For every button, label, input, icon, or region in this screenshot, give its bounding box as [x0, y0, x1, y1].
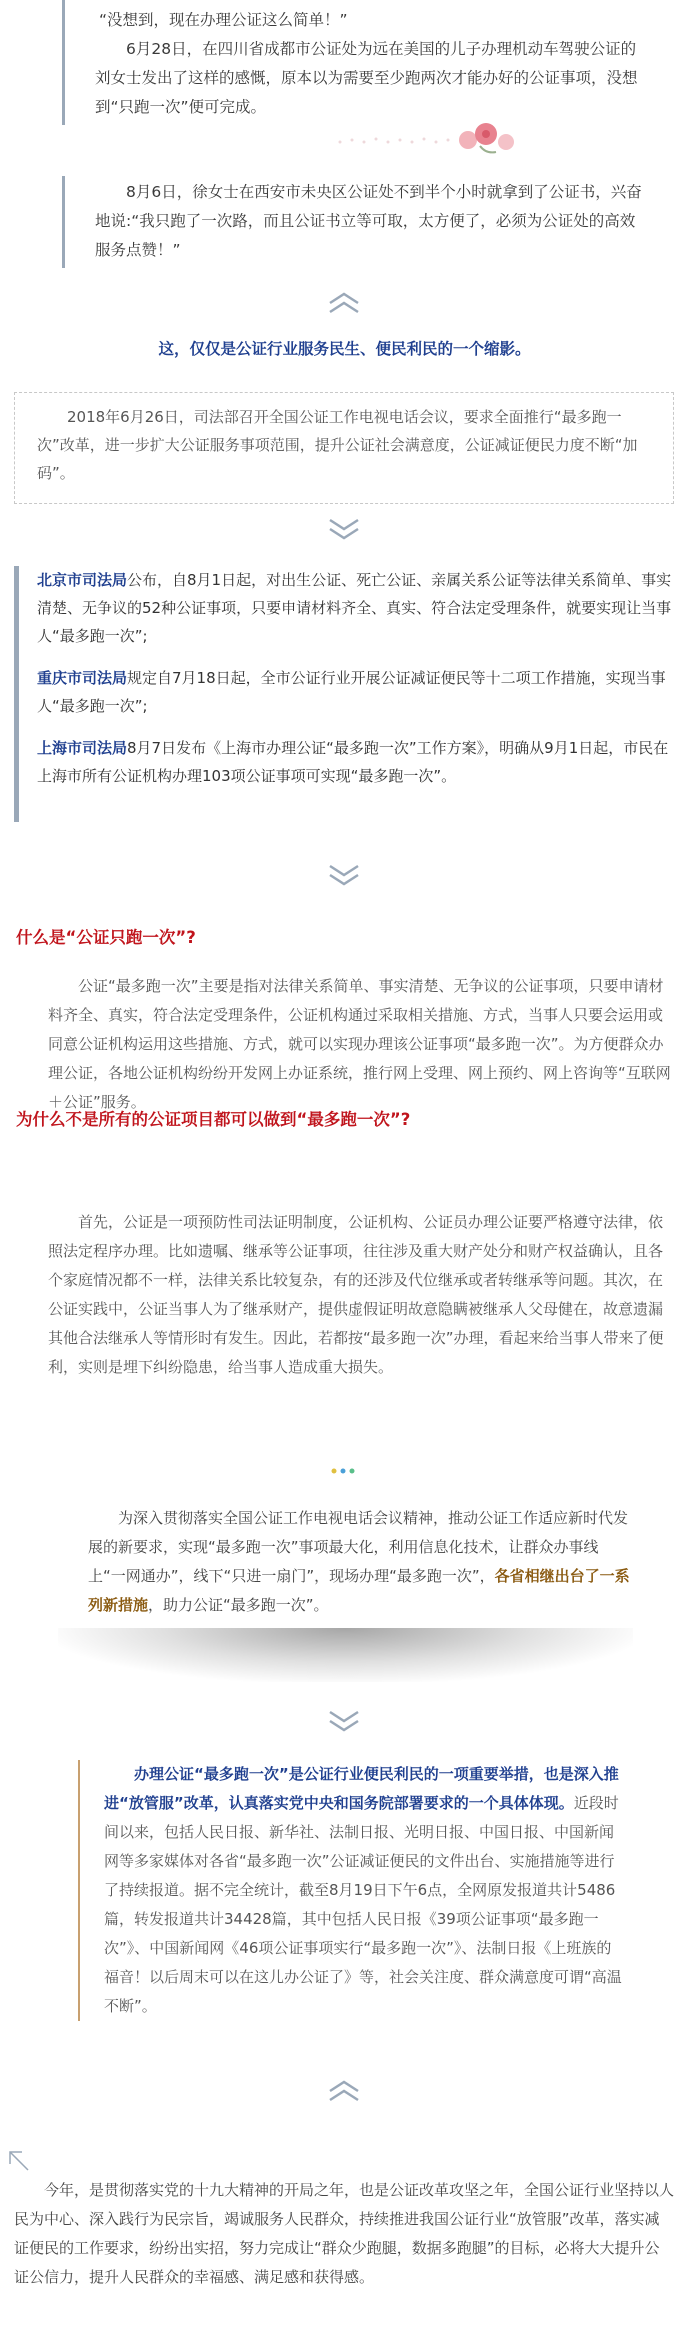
new-measures-pre: 为深入贯彻落实全国公证工作电视电话会议精神，推动公证工作适应新时代发展的新要求，实现“最多跑一次”事项最大化，利用信息化技术，让群众办事线上“一网通办”，线下“只进一扇门”，现场办理“最多跑一次”， — [88, 1509, 629, 1585]
new-measures-emphasis: 各省相继出台了一系列新措施 — [88, 1567, 630, 1614]
paragraph-closing-text: 今年，是贯彻落实党的十九大精神的开局之年，也是公证改革攻坚之年，全国公证行业坚持以人民为中心、深入践行为民宗旨，竭诚服务人民群众，持续推进我国公证行业“放管服”改革，落实减证便民的工作要求，纷纷出实招，努力完成让“群众少跑腿，数据多跑腿”的目标，必将大大提升公证公信力，提升人民群众的幸福感、满足感和获得感。 — [14, 2181, 675, 2286]
summary-line: 这，仅仅是公证行业服务民生、便民利民的一个缩影。 — [158, 340, 531, 358]
new-measures-post: ，助力公证“最多跑一次”。 — [148, 1596, 329, 1614]
city-name: 北京市司法局 — [37, 571, 128, 589]
paragraph-new-measures-text — [88, 1504, 632, 1620]
corner-arrow-icon — [8, 2150, 32, 2174]
dots-decoration — [330, 1466, 360, 1476]
paragraph-why-not — [48, 1208, 674, 1382]
quote-box-media — [78, 1760, 638, 2021]
chevron-down-icon — [326, 516, 362, 542]
chevron-down-icon — [326, 862, 362, 888]
paragraph-closing — [14, 2176, 674, 2292]
shadow-band — [58, 1628, 633, 1682]
boxed-paragraph-text: 2018年6月26日，司法部召开全国公证工作电视电话会议，要求全面推行“最多跑一次”改革，进一步扩大公证服务事项范围，提升公证社会满意度，公证减证便民力度不断“加码”。 — [37, 408, 638, 482]
city-name: 上海市司法局 — [37, 739, 128, 757]
chevron-up-icon — [326, 290, 362, 316]
city-measures — [14, 566, 674, 822]
section-heading-1: 什么是“公证只跑一次”? — [16, 928, 196, 947]
city-item-shanghai — [37, 734, 674, 790]
chevron-up-icon — [326, 2078, 362, 2104]
city-item-beijing — [37, 566, 674, 650]
paragraph-what-is-text: 公证“最多跑一次”主要是指对法律关系简单、事实清楚、无争议的公证事项，只要申请材料齐全、真实，符合法定受理条件，公证机构通过采取相关措施、方式，当事人只要会运用或同意公证机构运用这些措施、方式，就可以实现办理该公证事项“最多跑一次”。为方便群众办理公证，各地公证机构纷纷开发网上办证系统，推行网上受理、网上预约、网上咨询等“互联网＋公证”服务。 — [48, 977, 671, 1111]
paragraph-what-is — [48, 972, 674, 1117]
boxed-paragraph — [14, 392, 674, 504]
media-emphasis: 办理公证“最多跑一次”是公证行业便民利民的一项重要举措，也是深入推进“放管服”改革，认真落实党中央和国务院部署要求的一个具体体现。 — [104, 1765, 619, 1812]
city-text: 8月7日发布《上海市办理公证“最多跑一次”工作方案》，明确从9月1日起，市民在上海市所有公证机构办理103项公证事项可实现“最多跑一次”。 — [37, 739, 669, 785]
section-heading-2: 为什么不是所有的公证项目都可以做到“最多跑一次”? — [16, 1110, 411, 1129]
media-rest: 近段时间以来，包括人民日报、新华社、法制日报、光明日报、中国日报、中国新闻网等多家媒体对各省“最多跑一次”公证减证便民的文件出台、实施措施等进行了持续报道。据不完全统计，截至8月19日下午6点，全网原发报道共计5486篇，转发报道共计34428篇，其中包括人民日报《39项公证事项“最多跑一次”》、中国新闻网《46项公证事项实行“最多跑一次”》、法制日报《上班族的福音！以后周末可以在这儿办公证了》等，社会关注度、群众满意度可谓“高温不断”。 — [104, 1794, 622, 2015]
paragraph-new-measures — [88, 1504, 632, 1620]
quote-box-1 — [62, 0, 662, 125]
city-text: 公布，自8月1日起，对出生公证、死亡公证、亲属关系公证等法律关系简单、事实清楚、无争议的52种公证事项，只要申请材料齐全、真实、符合法定受理条件，就要实现让当事人“最多跑一次”; — [37, 571, 672, 645]
paragraph-why-not-text: 首先，公证是一项预防性司法证明制度，公证机构、公证员办理公证要严格遵守法律，依照法定程序办理。比如遗嘱、继承等公证事项，往往涉及重大财产处分和财产权益确认，且各个家庭情况都不一样，法律关系比较复杂，有的还涉及代位继承或者转继承等问题。其次，在公证实践中，公证当事人为了继承财产，提供虚假证明故意隐瞒被继承人父母健在，故意遗漏其他合法继承人等情形时有发生。因此，若都按“最多跑一次”办理，看起来给当事人带来了便利，实则是埋下纠纷隐患，给当事人造成重大损失。 — [48, 1213, 664, 1376]
quote-1-line-a: “没想到，现在办理公证这么简单！” — [99, 11, 348, 29]
flower-decoration — [330, 120, 530, 160]
city-name: 重庆市司法局 — [37, 669, 128, 687]
media-paragraph — [104, 1760, 624, 2021]
city-item-chongqing — [37, 664, 674, 720]
quote-1-line-b: 6月28日，在四川省成都市公证处为远在美国的儿子办理机动车驾驶公证的刘女士发出了这样的感慨，原本以为需要至少跑两次才能办好的公证事项，没想到“只跑一次”便可完成。 — [95, 40, 638, 116]
city-text: 规定自7月18日起，全市公证行业开展公证减证便民等十二项工作措施，实现当事人“最多跑一次”; — [37, 669, 666, 715]
quote-2-text: 8月6日，徐女士在西安市未央区公证处不到半个小时就拿到了公证书，兴奋地说:“我只跑了一次路，而且公证书立等可取，太方便了，必须为公证处的高效服务点赞！” — [95, 183, 642, 259]
quote-box-2 — [62, 176, 662, 268]
chevron-down-icon — [326, 1708, 362, 1734]
